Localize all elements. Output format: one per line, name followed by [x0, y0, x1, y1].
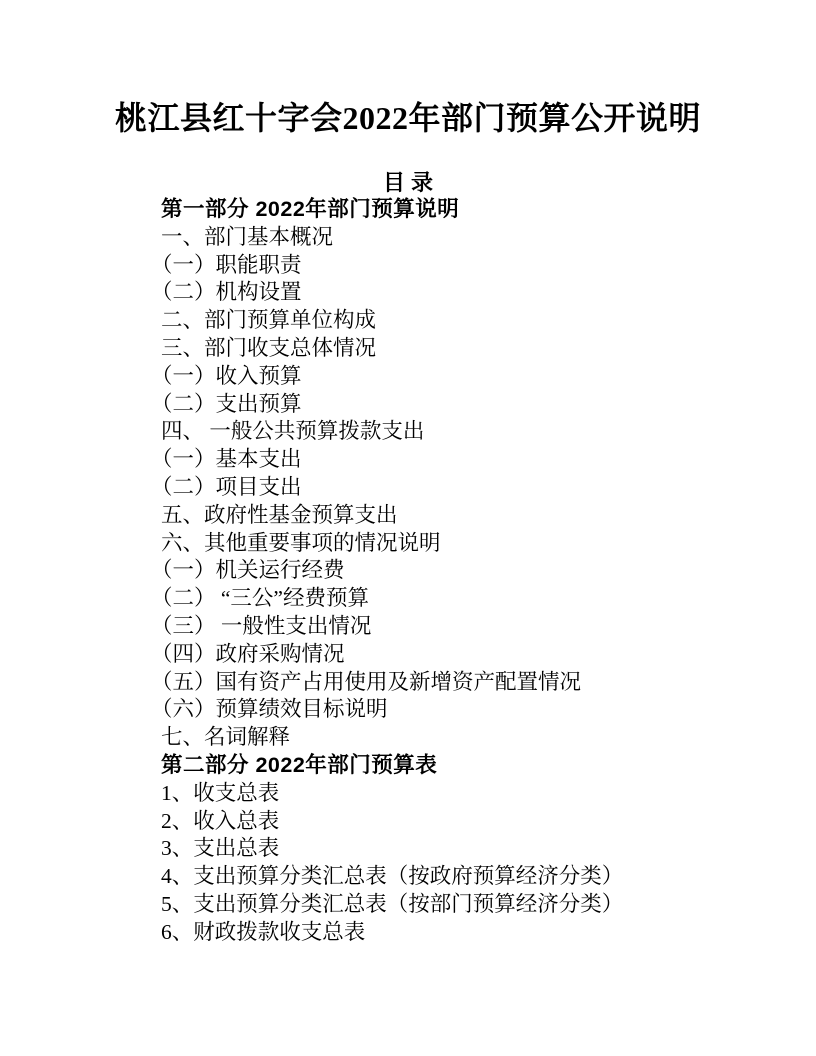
- toc-item: 三、部门收支总体情况: [161, 335, 377, 360]
- toc-item: （二）项目支出: [151, 474, 302, 499]
- toc-item: （一）机关运行经费: [151, 558, 345, 583]
- toc-item: 第一部分 2022年部门预算说明: [161, 197, 460, 221]
- toc-item: 5、支出预算分类汇总表（按部门预算经济分类）: [161, 891, 624, 916]
- toc-item: 4、支出预算分类汇总表（按政府预算经济分类）: [161, 864, 624, 889]
- toc-item: （二）支出预算: [151, 391, 302, 416]
- toc-item: 第二部分 2022年部门预算表: [161, 752, 438, 777]
- toc-item: （四）政府采购情况: [151, 641, 345, 666]
- toc-item: 6、财政拨款收支总表: [161, 919, 366, 944]
- toc-item: （二） “三公”经费预算: [151, 586, 369, 611]
- toc-list: [0, 196, 816, 947]
- toc-item: （一）基本支出: [151, 447, 302, 472]
- toc-item: （一）收入预算: [151, 363, 302, 388]
- toc-item: 一、部门基本概况: [161, 224, 334, 249]
- document-title: 桃江县红十字会2022年部门预算公开说明: [114, 100, 701, 136]
- toc-item: 1、收支总表: [161, 780, 280, 805]
- toc-item: 四、 一般公共预算拨款支出: [161, 419, 425, 444]
- toc-item: 2、收入总表: [161, 808, 280, 833]
- toc-item: （一）职能职责: [151, 252, 302, 277]
- toc-item: （二）机构设置: [151, 280, 302, 305]
- toc-item: 七、名词解释: [161, 725, 291, 750]
- toc-item: 六、其他重要事项的情况说明: [161, 530, 441, 555]
- toc-heading: 目 录: [382, 170, 434, 195]
- toc-item: （六）预算绩效目标说明: [151, 697, 388, 722]
- toc-item: 3、支出总表: [161, 836, 280, 861]
- toc-item: （三） 一般性支出情况: [151, 613, 372, 638]
- toc-item: 二、部门预算单位构成: [161, 308, 377, 333]
- toc-item: （五）国有资产占用使用及新增资产配置情况: [151, 669, 582, 694]
- toc-item: 五、政府性基金预算支出: [161, 502, 398, 527]
